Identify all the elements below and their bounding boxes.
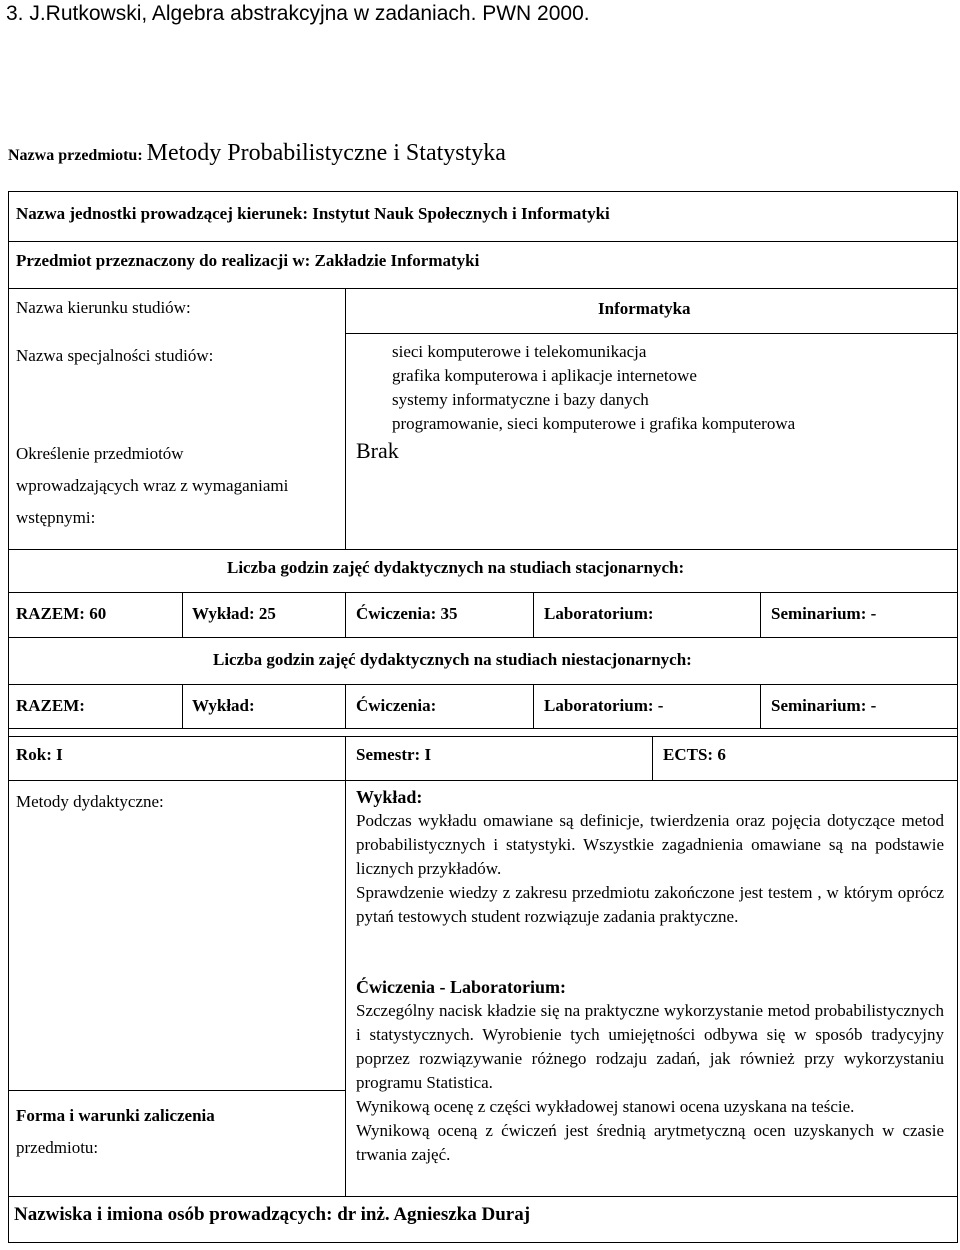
- col-divider: [760, 684, 761, 728]
- year-row-bottom: [8, 780, 958, 781]
- unit-line: Nazwa jednostki prowadzącej kierunek: Instytut Nauk Społecznych i Informatyki: [8, 204, 958, 242]
- lecture-paragraph: Podczas wykładu omawiane są definicje, twierdzenia oraz pojęcia dotyczące metod probabilistycznych i statystyki. Wszystkie zagadnienia omawiane są na podstawie licznych przykładów.: [356, 811, 944, 878]
- nonstationary-row-top: [8, 684, 958, 685]
- stationary-wyklad: Wykład: 25: [192, 604, 276, 623]
- lecture-heading: Wykład:: [356, 787, 423, 807]
- exercises-paragraph: Szczególny nacisk kładzie się na praktyczne wykorzystanie metod probabilistycznych i statystycznych. Wyrobienie tych umiejętności odbywa się w sposób tradycyjny poprzez rozwiązywanie różnego rodzaju zadań, jak również przy wykorzystaniu programu Statistica.: [356, 1001, 944, 1092]
- col-divider: [533, 684, 534, 728]
- instructors: Nazwiska i imiona osób prowadzących: dr inż. Agnieszka Duraj: [14, 1204, 531, 1225]
- prerequisites-label: Określenie przedmiotów wprowadzających wraz z wymaganiami wstępnymi:: [16, 444, 289, 527]
- col-divider: [182, 684, 183, 728]
- col-divider: [652, 736, 653, 780]
- methods-divider: [345, 780, 346, 1196]
- bibliography-reference: 3. J.Rutkowski, Algebra abstrakcyjna w zadaniach. PWN 2000.: [6, 2, 590, 25]
- stationary-laboratorium: Laboratorium:: [544, 604, 654, 623]
- list-item: systemy informatyczne i bazy danych: [392, 390, 649, 409]
- instructors-top-border: [8, 1196, 958, 1197]
- list-item: grafika komputerowa i aplikacje internetowe: [392, 366, 697, 385]
- list-item: sieci komputerowe i telekomunikacja: [392, 342, 647, 361]
- field-value: Informatyka: [598, 299, 691, 318]
- stationary-cwiczenia: Ćwiczenia: 35: [356, 604, 458, 623]
- col-divider: [533, 592, 534, 637]
- lecture-description: [356, 785, 944, 929]
- stationary-row-top: [8, 592, 958, 593]
- stationary-top-border: [8, 549, 958, 550]
- field-separator: [345, 333, 957, 334]
- col-divider: [182, 592, 183, 637]
- semester-value: Semestr: I: [356, 745, 432, 764]
- form-bottom-border: [8, 1242, 958, 1243]
- subject-name: Metody Probabilistyczne i Statystyka: [146, 140, 506, 166]
- col-divider: [345, 592, 346, 637]
- nonstationary-seminarium: Seminarium: -: [771, 696, 877, 715]
- prerequisites-value: Brak: [356, 438, 399, 463]
- lecture-paragraph: Sprawdzenie wiedzy z zakresu przedmiotu zakończone jest testem , w którym oprócz pytań testowych student rozwiązuje zadania praktyczne.: [356, 883, 944, 926]
- nonstationary-heading: Liczba godzin zajęć dydaktycznych na studiach niestacjonarnych:: [213, 650, 692, 669]
- exercises-description: [356, 975, 944, 1167]
- stationary-heading: Liczba godzin zajęć dydaktycznych na studiach stacjonarnych:: [227, 558, 685, 577]
- stationary-razem: RAZEM: 60: [16, 604, 107, 623]
- subject-title: [8, 140, 506, 167]
- form-left-border: [8, 191, 9, 1243]
- field-label: Nazwa kierunku studiów:: [16, 298, 191, 317]
- form-right-border: [957, 191, 958, 1243]
- nonstationary-cwiczenia: Ćwiczenia:: [356, 696, 437, 715]
- methods-label: Metody dydaktyczne:: [16, 792, 164, 811]
- year-row-top: [8, 736, 958, 737]
- col-divider: [760, 592, 761, 637]
- list-item: programowanie, sieci komputerowe i grafika komputerowa: [392, 414, 796, 433]
- ects-value: ECTS: 6: [663, 745, 726, 764]
- col-divider: [345, 684, 346, 728]
- year-value: Rok: I: [16, 745, 63, 764]
- subject-label: Nazwa przedmiotu:: [8, 147, 143, 164]
- assessment-label: Forma i warunki zaliczenia przedmiotu:: [16, 1106, 215, 1157]
- nonstationary-razem: RAZEM:: [16, 696, 85, 715]
- exercises-heading: Ćwiczenia - Laboratorium:: [356, 977, 566, 997]
- col-divider: [345, 736, 346, 780]
- nonstationary-wyklad: Wykład:: [192, 696, 255, 715]
- nonstationary-bottom-border: [8, 728, 958, 729]
- label-value-divider: [345, 289, 346, 549]
- stationary-bottom-border: [8, 637, 958, 638]
- assessment-top-border: [8, 1090, 345, 1091]
- realization-line: Przedmiot przeznaczony do realizacji w: Zakładzie Informatyki: [8, 251, 958, 289]
- nonstationary-laboratorium: Laboratorium: -: [544, 696, 664, 715]
- stationary-seminarium: Seminarium: -: [771, 604, 877, 623]
- form-top-border: [8, 191, 958, 192]
- exercises-paragraph: Wynikową ocenę z części wykładowej stanowi ocena uzyskana na teście.: [356, 1097, 855, 1116]
- exercises-paragraph: Wynikową oceną z ćwiczeń jest średnią arytmetyczną ocen uzyskanych w czasie trwania zajęć.: [356, 1121, 944, 1164]
- specialization-label: Nazwa specjalności studiów:: [16, 346, 214, 365]
- specialization-list: [392, 340, 795, 436]
